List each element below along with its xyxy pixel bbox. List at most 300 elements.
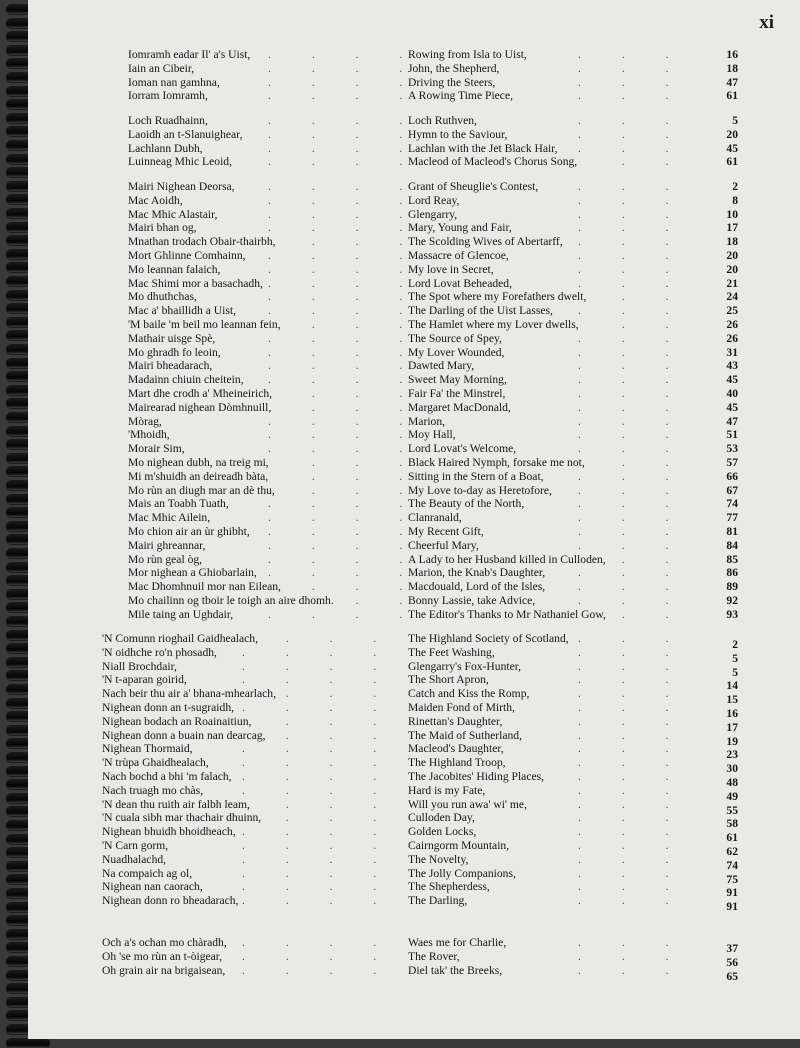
english-title [408, 660, 704, 673]
gaelic-title [128, 128, 428, 141]
gaelic-title [128, 442, 428, 455]
gaelic-title-text: 'Mhoidh, [128, 428, 173, 441]
english-title-text: Golden Locks, [408, 825, 479, 838]
gaelic-title-text: Mo dhuthchas, [128, 290, 200, 303]
english-title-text: Dawted Mary, [408, 359, 477, 372]
page-ref: 30 [726, 762, 738, 776]
english-title [408, 632, 704, 645]
index-entry [102, 659, 738, 679]
gaelic-title [128, 142, 428, 155]
page-ref: 66 [726, 469, 738, 483]
gaelic-title [128, 497, 428, 510]
gaelic-title [128, 48, 428, 61]
english-title [408, 221, 704, 234]
gaelic-title [102, 867, 402, 880]
english-title [408, 566, 704, 579]
page-ref: 57 [726, 456, 738, 469]
gaelic-title [102, 742, 402, 755]
english-title [408, 155, 704, 168]
page-ref: 18 [726, 61, 738, 75]
gaelic-title [102, 853, 402, 866]
index-entry [128, 469, 738, 483]
gaelic-title [128, 277, 428, 290]
english-title-text: The Beauty of the North, [408, 497, 527, 510]
index-entry [102, 797, 738, 817]
index-entry [128, 511, 738, 525]
english-title-text: The Spot where my Forefathers dwelt, [408, 290, 589, 303]
gaelic-title [128, 428, 428, 441]
gaelic-title-text: 'M baile 'm beil mo leannan fein, [128, 318, 284, 331]
gaelic-title-text: Na compaich ag ol, [102, 867, 195, 880]
english-title-text: Macleod's Daughter, [408, 742, 507, 755]
english-title-text: Macdouald, Lord of the Isles, [408, 580, 548, 593]
index-entry [128, 359, 738, 373]
english-title [408, 784, 704, 797]
page-ref: 61 [726, 831, 738, 845]
page-ref: 45 [726, 141, 738, 155]
english-title [408, 964, 704, 977]
index-entry [102, 770, 738, 789]
index-entry [128, 400, 738, 414]
gaelic-title [128, 62, 428, 75]
page-ref: 10 [726, 207, 738, 221]
gaelic-title-text: Mort Ghlinne Comhainn, [128, 249, 249, 262]
english-title [408, 142, 704, 155]
page-ref: 89 [726, 580, 738, 594]
english-title [408, 511, 704, 524]
gaelic-title-text: Nuadhalachd, [102, 853, 169, 866]
page-ref: 20 [726, 249, 738, 262]
page-ref: 51 [726, 428, 738, 442]
gaelic-title [128, 566, 428, 579]
index-entry [128, 235, 738, 249]
gaelic-title-text: Mart dhe crodh a' Mheineirich, [128, 387, 275, 400]
english-title [408, 194, 704, 207]
gaelic-title [102, 811, 402, 824]
english-title [408, 646, 704, 659]
gaelic-title-text: Mac a' bhaillidh a Uist, [128, 304, 239, 317]
index-entry [102, 783, 738, 803]
index-entry [102, 880, 738, 900]
gaelic-title [128, 194, 428, 207]
index-entry [128, 193, 738, 207]
gaelic-title-text: Nighean donn an t-sugraidh, [102, 701, 237, 714]
english-title-text: Loch Ruthven, [408, 114, 480, 127]
gaelic-title [102, 825, 402, 838]
english-title-text: The Maid of Sutherland, [408, 729, 525, 742]
english-title [408, 484, 704, 497]
english-title [408, 456, 704, 469]
gaelic-title-text: 'N cuala sibh mar thachair dhuinn, [102, 811, 264, 824]
page-ref: 45 [726, 373, 738, 387]
english-title-text: My love in Secret, [408, 263, 497, 276]
page-ref: 92 [726, 594, 738, 607]
english-title-text: Culloden Day, [408, 811, 478, 824]
gaelic-title [102, 770, 402, 783]
gaelic-title [102, 798, 402, 811]
gaelic-title [128, 608, 428, 621]
english-title-text: Rinettan's Daughter, [408, 715, 505, 728]
gaelic-title-text: Mòrag, [128, 415, 165, 428]
english-title [408, 950, 704, 963]
english-title-text: Sweet May Morning, [408, 373, 510, 386]
english-title-text: Driving the Steers, [408, 76, 498, 89]
gaelic-title [128, 387, 428, 400]
english-title [408, 387, 704, 400]
english-title-text: The Jolly Companions, [408, 867, 519, 880]
gaelic-title [102, 880, 402, 893]
page-ref: 91 [726, 886, 738, 900]
gaelic-title [128, 114, 428, 127]
index-entry [128, 594, 738, 607]
page-ref: 20 [726, 262, 738, 276]
english-title [408, 608, 704, 621]
gaelic-title-text: Mac Mhic Alastair, [128, 208, 220, 221]
index-entry [102, 963, 738, 983]
english-title-text: A Lady to her Husband killed in Culloden, [408, 553, 609, 566]
english-title [408, 346, 704, 359]
page-ref: 47 [726, 414, 738, 428]
index-entry [128, 442, 738, 456]
index-entry [102, 728, 738, 748]
english-title-text: Margaret MacDonald, [408, 401, 514, 414]
english-title-text: Marion, [408, 415, 448, 428]
page-ref: 58 [726, 817, 738, 831]
gaelic-title-text: Morair Sim, [128, 442, 188, 455]
page-ref: 14 [726, 679, 738, 693]
page-ref: 91 [726, 900, 738, 914]
english-title-text: Lord Reay, [408, 194, 462, 207]
english-title [408, 880, 704, 893]
page-ref: 77 [726, 511, 738, 525]
english-title-text: Catch and Kiss the Romp, [408, 687, 532, 700]
gaelic-title-text: Iomramh eadar Il' a's Uist, [128, 48, 253, 61]
page-ref: 26 [726, 318, 738, 331]
gaelic-title [102, 673, 402, 686]
english-title-text: Sitting in the Stern of a Boat, [408, 470, 547, 483]
index-entry [102, 645, 738, 665]
index-entry [128, 483, 738, 497]
page-ref: 84 [726, 538, 738, 552]
gaelic-title-text: Nighean donn ro bheadarach, [102, 894, 242, 907]
page-ref: 55 [726, 803, 738, 817]
gaelic-title [128, 539, 428, 552]
index-entry [128, 318, 738, 331]
english-title [408, 770, 704, 783]
gaelic-title-text: 'N Comunn rioghail Gaidhealach, [102, 632, 261, 645]
page-ref: 17 [726, 221, 738, 235]
index-entry [102, 742, 738, 762]
gaelic-title [128, 208, 428, 221]
gaelic-title-text: Niall Brochdair, [102, 660, 180, 673]
english-title [408, 428, 704, 441]
english-title [408, 497, 704, 510]
page-ref: 62 [726, 845, 738, 858]
english-title [408, 442, 704, 455]
english-title-text: Black Haired Nymph, forsake me not, [408, 456, 588, 469]
gaelic-title-text: Ioman nan gamhna, [128, 76, 223, 89]
english-title-text: Fair Fa' the Minstrel, [408, 387, 508, 400]
gaelic-title-text: Mairi bheadarach, [128, 359, 215, 372]
gaelic-title [102, 660, 402, 673]
gaelic-title [102, 715, 402, 728]
english-title [408, 839, 704, 852]
index-entry [102, 825, 738, 845]
gaelic-title-text: Nighean Thormaid, [102, 742, 196, 755]
english-title [408, 470, 704, 483]
english-title [408, 867, 704, 880]
english-title-text: The Editor's Thanks to Mr Nathaniel Gow, [408, 608, 609, 621]
gaelic-title [128, 332, 428, 345]
english-title [408, 304, 704, 317]
english-title-text: Cheerful Mary, [408, 539, 482, 552]
english-title-text: The Hamlet where my Lover dwells, [408, 318, 582, 331]
index-entry [128, 607, 738, 621]
page-ref: 16 [726, 707, 738, 720]
index-entry [128, 114, 738, 127]
english-title [408, 798, 704, 811]
page-ref: 40 [726, 387, 738, 400]
gaelic-title-text: Mac Aoidh, [128, 194, 186, 207]
english-title-text: The Darling of the Uist Lasses, [408, 304, 556, 317]
gaelic-title-text: Nach bochd a bhi 'm falach, [102, 770, 235, 783]
gaelic-title [128, 484, 428, 497]
page-ref: 75 [726, 872, 738, 886]
page-ref: 47 [726, 75, 738, 89]
page-ref: 85 [726, 552, 738, 566]
gaelic-title-text: Mac Dhomhnuil mor nan Eilean, [128, 580, 284, 593]
page-ref: 31 [726, 345, 738, 359]
gaelic-title [128, 304, 428, 317]
english-title-text: The Short Apron, [408, 673, 492, 686]
gaelic-title-text: Mo nighean dubh, na treig mi, [128, 456, 272, 469]
gaelic-title-text: Oh 'se mo rùn an t-òigear, [102, 950, 225, 963]
index-entry [102, 714, 738, 734]
gaelic-title-text: Mo chailinn og tboir le toigh an aire dhomh. [128, 594, 337, 607]
english-title [408, 62, 704, 75]
page-ref: 5 [732, 651, 738, 665]
gaelic-title [128, 221, 428, 234]
english-title [408, 853, 704, 866]
index-entry [128, 428, 738, 442]
gaelic-title-text: 'N oidhche ro'n phosadh, [102, 646, 220, 659]
page-ref: 61 [726, 89, 738, 103]
page-ref: 74 [726, 858, 738, 872]
gaelic-title [102, 756, 402, 769]
gaelic-title [128, 346, 428, 359]
page-ref: 2 [732, 180, 738, 193]
gaelic-title [102, 632, 402, 645]
index-entry [128, 290, 738, 304]
index-entry [128, 141, 738, 155]
gaelic-title-text: Nach beir thu air a' bhana-mhearlach, [102, 687, 279, 700]
page-ref: 24 [726, 290, 738, 304]
gaelic-title-text: Loch Ruadhainn, [128, 114, 211, 127]
index-entry [102, 701, 738, 720]
english-title [408, 701, 704, 714]
page-ref: 61 [726, 155, 738, 169]
english-title-text: The Highland Society of Scotland, [408, 632, 572, 645]
gaelic-title [128, 511, 428, 524]
english-title [408, 525, 704, 538]
index-entry [128, 155, 738, 169]
english-title-text: The Scolding Wives of Abertarff, [408, 235, 566, 248]
english-title [408, 729, 704, 742]
english-title [408, 811, 704, 824]
page-ref: 5 [732, 665, 738, 679]
index-entry [128, 207, 738, 221]
gaelic-title [128, 594, 428, 607]
index-entry [128, 276, 738, 290]
index-entry [102, 949, 738, 969]
english-title [408, 580, 704, 593]
gaelic-title [128, 470, 428, 483]
page-ref: 17 [726, 720, 738, 734]
gaelic-title [128, 249, 428, 262]
gaelic-title [128, 580, 428, 593]
page-ref: 67 [726, 483, 738, 497]
english-title-text: My Love to-day as Heretofore, [408, 484, 555, 497]
gaelic-title-text: Mairi ghreannar, [128, 539, 208, 552]
gaelic-title-text: Mo rùn geal òg, [128, 553, 205, 566]
gaelic-title [102, 936, 402, 949]
gaelic-title-text: 'N Carn gorm, [102, 839, 171, 852]
gaelic-title [128, 401, 428, 414]
gaelic-title [128, 456, 428, 469]
gaelic-title-text: Mi m'shuidh an deireadh bàta, [128, 470, 271, 483]
english-title-text: Hard is my Fate, [408, 784, 488, 797]
index-entry [128, 566, 738, 580]
index-entry [102, 687, 738, 707]
page-ref: 8 [732, 193, 738, 207]
english-title-text: Glengarry, [408, 208, 460, 221]
english-title-text: The Highland Troop, [408, 756, 509, 769]
english-title [408, 756, 704, 769]
index-entry [128, 304, 738, 318]
gaelic-title-text: Laoidh an t-Slanuighear, [128, 128, 245, 141]
english-title-text: The Darling, [408, 894, 470, 907]
gaelic-title-text: Lachlann Dubh, [128, 142, 206, 155]
page-ref: 18 [726, 235, 738, 249]
index-entry [128, 61, 738, 75]
gaelic-title-text: Mairi Nighean Deorsa, [128, 180, 238, 193]
page-ref: 49 [726, 789, 738, 803]
page-ref: 21 [726, 276, 738, 290]
index-entry [128, 538, 738, 552]
english-title-text: Moy Hall, [408, 428, 459, 441]
english-title [408, 373, 704, 386]
page-ref: 26 [726, 331, 738, 345]
gaelic-title-text: Nighean nan caorach, [102, 880, 206, 893]
gaelic-title [102, 950, 402, 963]
gaelic-title-text: Mile taing an Ughdair, [128, 608, 236, 621]
gaelic-title-text: Och a's ochan mo chàradh, [102, 936, 230, 949]
gaelic-title-text: Oh grain air na brigaisean, [102, 964, 228, 977]
gaelic-title-text: Madainn chiuin cheitein, [128, 373, 247, 386]
english-title-text: Marion, the Knab's Daughter, [408, 566, 548, 579]
gaelic-title [102, 646, 402, 659]
english-title-text: Macleod of Macleod's Chorus Song, [408, 155, 580, 168]
index-entry [128, 552, 738, 566]
gaelic-title-text: 'N t-aparan goirid, [102, 673, 190, 686]
index-entry [128, 48, 738, 61]
gaelic-title [128, 373, 428, 386]
gaelic-title [102, 701, 402, 714]
gaelic-title-text: Nighean bhuidh bhoidheach, [102, 825, 239, 838]
english-title-text: Massacre of Glencoe, [408, 249, 512, 262]
english-title [408, 277, 704, 290]
gaelic-title [102, 687, 402, 700]
page-ref: 15 [726, 693, 738, 707]
index-entry [102, 756, 738, 776]
index-entry [102, 811, 738, 831]
index-entry [128, 373, 738, 387]
page-ref: 56 [726, 955, 738, 969]
english-title-text: Clanranald, [408, 511, 465, 524]
gaelic-title-text: Mais an Toabh Tuath, [128, 497, 232, 510]
english-title [408, 208, 704, 221]
gaelic-title-text: Iorram Iomramh, [128, 89, 211, 102]
gaelic-title-text: Mor nighean a Ghiobarlain, [128, 566, 260, 579]
index-entry [128, 180, 738, 193]
gaelic-title [102, 839, 402, 852]
gaelic-title-text: Mathair uisge Spè, [128, 332, 218, 345]
gaelic-title [128, 155, 428, 168]
gaelic-title-text: Mac Shimi mor a basachadh, [128, 277, 266, 290]
english-title-text: Waes me for Charlie, [408, 936, 509, 949]
english-title-text: The Feet Washing, [408, 646, 498, 659]
gaelic-title-text: Iain an Cibeir, [128, 62, 197, 75]
english-title [408, 539, 704, 552]
page-ref: 25 [726, 304, 738, 318]
gaelic-title [128, 235, 428, 248]
english-title-text: A Rowing Time Piece, [408, 89, 516, 102]
english-title-text: Lord Lovat Beheaded, [408, 277, 515, 290]
gaelic-title-text: Nighean donn a buain nan dearcag, [102, 729, 269, 742]
english-title [408, 263, 704, 276]
english-title-text: My Recent Gift, [408, 525, 487, 538]
index-entry [102, 673, 738, 693]
index-entry [128, 331, 738, 345]
english-title-text: Lachlan with the Jet Black Hair, [408, 142, 561, 155]
english-title-text: The Rover, [408, 950, 463, 963]
english-title [408, 936, 704, 949]
gaelic-title [102, 894, 402, 907]
english-title [408, 715, 704, 728]
gaelic-title-text: Mairearad nighean Dòmhnuill, [128, 401, 274, 414]
english-title [408, 89, 704, 102]
gaelic-title-text: Mo ghradh fo leoin, [128, 346, 224, 359]
gaelic-title [128, 76, 428, 89]
gaelic-title [128, 553, 428, 566]
gaelic-title [128, 359, 428, 372]
english-title [408, 235, 704, 248]
page-ref: 37 [726, 942, 738, 955]
english-title [408, 332, 704, 345]
index-entry [128, 497, 738, 511]
index-entry [128, 262, 738, 276]
english-title-text: Lord Lovat's Welcome, [408, 442, 519, 455]
page-ref: 2 [732, 638, 738, 651]
index-entry [128, 456, 738, 469]
index-entry [102, 632, 738, 651]
english-title [408, 359, 704, 372]
gaelic-title [128, 290, 428, 303]
index-entry [102, 839, 738, 858]
page-ref: 45 [726, 400, 738, 414]
english-title-text: The Jacobites' Hiding Places, [408, 770, 547, 783]
english-title [408, 894, 704, 907]
